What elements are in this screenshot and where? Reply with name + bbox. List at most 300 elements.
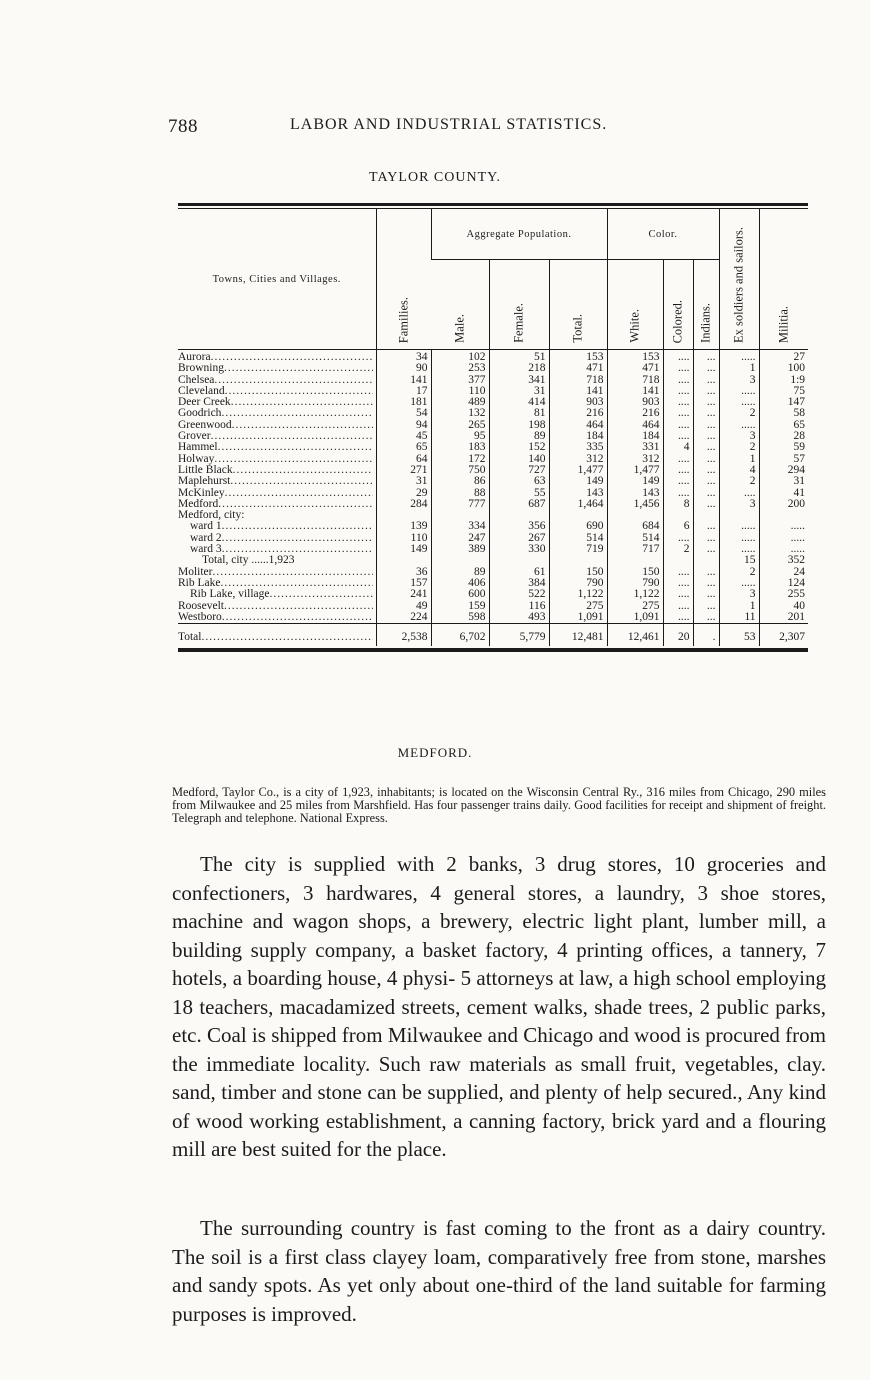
cell-militia: 59 (759, 442, 808, 453)
leader-dots (231, 397, 373, 408)
cell-white (607, 555, 663, 566)
table-row (178, 397, 808, 408)
table-row (178, 510, 808, 521)
cell-male: 489 (431, 397, 489, 408)
row-name-label: ward 3 (190, 544, 222, 556)
cell-white: 143 (607, 488, 663, 499)
running-head: LABOR AND INDUSTRIAL STATISTICS. (290, 116, 608, 133)
cell-families: 284 (376, 499, 431, 510)
cell-total: 1,122 (549, 589, 607, 600)
leader-dots (213, 567, 373, 578)
cell-female: 55 (489, 488, 549, 499)
leader-dots (222, 612, 373, 623)
cell-indians: ... (693, 589, 719, 600)
cell-total: 143 (549, 488, 607, 499)
cell-militia: 27 (759, 350, 808, 364)
cell-ex-soldiers: 11 (719, 612, 759, 624)
table-row (178, 431, 808, 442)
row-name-label: Little Black (178, 464, 233, 476)
cell-female: 687 (489, 499, 549, 510)
cell-militia (759, 510, 808, 521)
cell-indians: ... (693, 465, 719, 476)
cell-militia: 201 (759, 612, 808, 624)
cell-male: 132 (431, 408, 489, 419)
header-families: Families. (376, 209, 431, 350)
cell-colored: .... (663, 408, 693, 419)
cell-male: 406 (431, 578, 489, 589)
cell-ex-soldiers: 3 (719, 499, 759, 510)
intro-paragraph: Medford, Taylor Co., is a city of 1,923, inhabitants; is located on the Wisconsin Central Ry., 316 miles from Chicago, 290 miles from Milwaukee and 25 miles from Marshfield. Has four passenger trains daily. Good facilities for receipt and shipment of freight. Telegraph and telephone. National Express. (172, 785, 826, 825)
cell-indians: ... (693, 601, 719, 612)
cell-militia: 147 (759, 397, 808, 408)
header-aggregate-population: Aggregate Population. (431, 209, 607, 260)
cell-ex-soldiers: 1 (719, 454, 759, 465)
cell-indians: ... (693, 420, 719, 431)
cell-total: 790 (549, 578, 607, 589)
cell-families: 224 (376, 612, 431, 624)
cell-white: 312 (607, 454, 663, 465)
leader-dots (233, 465, 373, 476)
cell-indians: ... (693, 567, 719, 578)
cell-militia: 57 (759, 454, 808, 465)
row-name (178, 420, 376, 431)
cell-colored: .... (663, 488, 693, 499)
leader-dots (224, 363, 373, 374)
cell-indians: ... (693, 533, 719, 544)
leader-dots (211, 431, 373, 442)
row-name-label: Hammel (178, 442, 218, 454)
cell-female: 384 (489, 578, 549, 589)
cell-colored: 4 (663, 442, 693, 453)
cell-white: 903 (607, 397, 663, 408)
cell-families: 54 (376, 408, 431, 419)
cell-total: 141 (549, 386, 607, 397)
cell-ex-soldiers: 4 (719, 465, 759, 476)
cell-families: 49 (376, 601, 431, 612)
table-total-row (178, 624, 808, 647)
table-title: TAYLOR COUNTY. (369, 170, 501, 185)
cell-colored: .... (663, 350, 693, 364)
cell-total: 312 (549, 454, 607, 465)
leader-dots (201, 628, 372, 646)
cell-total: 153 (549, 350, 607, 364)
cell-indians: ... (693, 578, 719, 589)
row-name-label: Greenwood (178, 419, 232, 431)
cell-white: 1,456 (607, 499, 663, 510)
cell-militia: 352 (759, 555, 808, 566)
cell-male: 598 (431, 612, 489, 624)
row-name (178, 397, 376, 408)
cell-total: 514 (549, 533, 607, 544)
row-name-label: Cleveland (178, 385, 225, 397)
table-row (178, 533, 808, 544)
row-name-label: Total, city ......1,923 (202, 555, 295, 567)
cell-total: 12,481 (549, 624, 607, 647)
cell-families (376, 510, 431, 521)
cell-male: 102 (431, 350, 489, 364)
row-name-label: Holway (178, 453, 215, 465)
header-female: Female. (489, 260, 549, 350)
cell-ex-soldiers: 3 (719, 375, 759, 386)
header-militia: Militia. (759, 209, 808, 350)
cell-total: 690 (549, 521, 607, 532)
cell-male: 86 (431, 476, 489, 487)
header-total: Total. (549, 260, 607, 350)
cell-ex-soldiers: 3 (719, 431, 759, 442)
cell-militia: 28 (759, 431, 808, 442)
cell-ex-soldiers: 2 (719, 476, 759, 487)
cell-militia: 1:9 (759, 375, 808, 386)
cell-families: 64 (376, 454, 431, 465)
cell-white: 514 (607, 533, 663, 544)
cell-ex-soldiers: ..... (719, 386, 759, 397)
cell-colored: .... (663, 420, 693, 431)
body-paragraph-1: The city is supplied with 2 banks, 3 drug stores, 10 groceries and confectioners, 3 hardwares, 4 general stores, a laundry, 3 shoe stores, machine and wagon shops, a brewery, electric light plant, lumber mill, a building supply company, a basket factory, 4 printing offices, a tannery, 7 hotels, a boarding house, 4 physi- 5 attorneys at law, a high school employing 18 teachers, macadamized streets, cement walks, shade trees, 2 public parks, etc. Coal is shipped from Milwaukee and Chicago and wood is procured from the immediate locality. Such raw materials as small fruit, vegetables, clay. sand, timber and stone can be supplied, and plenty of help secured., Any kind of wood working establishment, a canning factory, brick yard and a flouring mill are best suited for the place. (172, 852, 826, 1161)
cell-colored: .... (663, 476, 693, 487)
cell-total (549, 555, 607, 566)
cell-male (431, 510, 489, 521)
table-row (178, 601, 808, 612)
cell-white: 718 (607, 375, 663, 386)
cell-male: 89 (431, 567, 489, 578)
cell-indians: ... (693, 499, 719, 510)
cell-ex-soldiers: ..... (719, 578, 759, 589)
leader-dots (211, 352, 373, 363)
leader-dots (214, 375, 372, 386)
cell-total: 471 (549, 363, 607, 374)
leader-dots (224, 601, 373, 612)
cell-indians: ... (693, 454, 719, 465)
table-row (178, 544, 808, 555)
cell-male: 265 (431, 420, 489, 431)
cell-ex-soldiers: 53 (719, 624, 759, 647)
cell-ex-soldiers: ..... (719, 521, 759, 532)
row-name (178, 567, 376, 578)
row-name-label: Moliter (178, 566, 213, 578)
leader-dots (218, 442, 373, 453)
cell-male: 88 (431, 488, 489, 499)
cell-ex-soldiers: 2 (719, 442, 759, 453)
cell-indians: ... (693, 442, 719, 453)
cell-indians: ... (693, 363, 719, 374)
cell-ex-soldiers: ..... (719, 533, 759, 544)
cell-female: 63 (489, 476, 549, 487)
row-name-label: Browning (178, 363, 224, 375)
cell-white: 149 (607, 476, 663, 487)
table-row (178, 375, 808, 386)
cell-colored: .... (663, 465, 693, 476)
row-name-label: Grover (178, 431, 211, 443)
cell-families: 29 (376, 488, 431, 499)
row-name (178, 544, 376, 555)
table-row (178, 454, 808, 465)
cell-colored: .... (663, 567, 693, 578)
table-bottom-rule (178, 649, 808, 652)
cell-indians: ... (693, 544, 719, 555)
row-name (178, 601, 376, 612)
table-row (178, 420, 808, 431)
cell-female: 522 (489, 589, 549, 600)
cell-female: 89 (489, 431, 549, 442)
cell-militia: 41 (759, 488, 808, 499)
section-heading: MEDFORD. (397, 745, 473, 760)
table-row (178, 578, 808, 589)
cell-colored: .... (663, 386, 693, 397)
cell-colored: .... (663, 397, 693, 408)
cell-colored: .... (663, 601, 693, 612)
leader-dots (225, 488, 373, 499)
cell-white: 790 (607, 578, 663, 589)
cell-families: 141 (376, 375, 431, 386)
cell-male: 750 (431, 465, 489, 476)
table-row (178, 363, 808, 374)
leader-dots (230, 476, 372, 487)
cell-families: 2,538 (376, 624, 431, 647)
header-colored: Colored. (663, 260, 693, 350)
cell-male: 247 (431, 533, 489, 544)
cell-total: 464 (549, 420, 607, 431)
statistics-table (178, 203, 808, 652)
cell-male: 389 (431, 544, 489, 555)
cell-total: 184 (549, 431, 607, 442)
row-name (178, 521, 376, 532)
table-row (178, 555, 808, 566)
cell-male: 159 (431, 601, 489, 612)
cell-female: 5,779 (489, 624, 549, 647)
cell-white: 464 (607, 420, 663, 431)
cell-male: 183 (431, 442, 489, 453)
cell-female: 330 (489, 544, 549, 555)
cell-indians: ... (693, 431, 719, 442)
cell-indians: ... (693, 375, 719, 386)
cell-total: 150 (549, 567, 607, 578)
table-row (178, 442, 808, 453)
cell-white: 1,091 (607, 612, 663, 624)
cell-ex-soldiers: ..... (719, 420, 759, 431)
cell-white: 141 (607, 386, 663, 397)
cell-female: 152 (489, 442, 549, 453)
cell-total: 335 (549, 442, 607, 453)
cell-militia: 294 (759, 465, 808, 476)
cell-colored: 6 (663, 521, 693, 532)
cell-colored: .... (663, 363, 693, 374)
cell-female: 198 (489, 420, 549, 431)
cell-female: 61 (489, 567, 549, 578)
cell-indians: ... (693, 521, 719, 532)
table-row (178, 465, 808, 476)
row-name (178, 408, 376, 419)
cell-colored: .... (663, 612, 693, 624)
leader-dots (221, 408, 372, 419)
table-row (178, 350, 808, 364)
row-name (178, 375, 376, 386)
cell-militia: 31 (759, 476, 808, 487)
cell-families: 271 (376, 465, 431, 476)
cell-ex-soldiers (719, 510, 759, 521)
cell-families: 65 (376, 442, 431, 453)
row-name-label: Chelsea (178, 374, 215, 386)
cell-families: 110 (376, 533, 431, 544)
row-name-label: Deer Creek (178, 397, 231, 409)
cell-total: 149 (549, 476, 607, 487)
cell-indians: ... (693, 476, 719, 487)
row-name (178, 476, 376, 487)
row-name-label: Rib Lake (178, 577, 221, 589)
cell-female: 51 (489, 350, 549, 364)
cell-ex-soldiers: 3 (719, 589, 759, 600)
cell-colored: .... (663, 533, 693, 544)
row-name (178, 510, 376, 521)
row-name (178, 499, 376, 510)
cell-male: 777 (431, 499, 489, 510)
table-top-rule (178, 203, 808, 206)
cell-indians: ... (693, 488, 719, 499)
cell-colored: .... (663, 375, 693, 386)
row-name (178, 465, 376, 476)
cell-female: 267 (489, 533, 549, 544)
header-male: Male. (452, 314, 467, 343)
row-name-label: Roosevelt (178, 600, 224, 612)
cell-militia: 100 (759, 363, 808, 374)
cell-white: 717 (607, 544, 663, 555)
cell-total: 719 (549, 544, 607, 555)
table-row (178, 612, 808, 624)
cell-female: 493 (489, 612, 549, 624)
row-name (178, 442, 376, 453)
table-row (178, 488, 808, 499)
row-name (178, 589, 376, 600)
cell-male: 253 (431, 363, 489, 374)
cell-indians: ... (693, 397, 719, 408)
cell-male: 172 (431, 454, 489, 465)
table-body (178, 350, 808, 647)
header-color: Color. (607, 209, 719, 260)
row-name (178, 612, 376, 624)
cell-militia: 40 (759, 601, 808, 612)
cell-female: 341 (489, 375, 549, 386)
row-name (178, 350, 376, 364)
cell-female: 218 (489, 363, 549, 374)
cell-ex-soldiers: ..... (719, 397, 759, 408)
cell-ex-soldiers: 1 (719, 601, 759, 612)
cell-families: 45 (376, 431, 431, 442)
cell-male: 600 (431, 589, 489, 600)
cell-families: 90 (376, 363, 431, 374)
leader-dots (270, 589, 373, 600)
cell-female: 81 (489, 408, 549, 419)
row-name (178, 431, 376, 442)
row-name-label: McKinley (178, 487, 225, 499)
cell-female (489, 510, 549, 521)
cell-ex-soldiers: ..... (719, 544, 759, 555)
cell-militia: 65 (759, 420, 808, 431)
cell-indians: ... (693, 612, 719, 624)
row-name-label: Medford (178, 498, 219, 510)
cell-ex-soldiers: .... (719, 488, 759, 499)
cell-militia: ..... (759, 521, 808, 532)
cell-militia: 24 (759, 567, 808, 578)
row-name (178, 454, 376, 465)
cell-white: 471 (607, 363, 663, 374)
cell-white: 12,461 (607, 624, 663, 647)
leader-dots (214, 454, 372, 465)
cell-militia: 58 (759, 408, 808, 419)
page-number: 788 (168, 116, 198, 137)
table-row (178, 408, 808, 419)
cell-colored: 8 (663, 499, 693, 510)
cell-male: 110 (431, 386, 489, 397)
cell-white: 275 (607, 601, 663, 612)
row-name (178, 488, 376, 499)
leader-dots (220, 578, 372, 589)
table-row (178, 521, 808, 532)
leader-dots (222, 521, 373, 532)
cell-male: 6,702 (431, 624, 489, 647)
cell-families: 34 (376, 350, 431, 364)
cell-families: 17 (376, 386, 431, 397)
cell-total: 1,091 (549, 612, 607, 624)
leader-dots (222, 533, 373, 544)
leader-dots (225, 386, 373, 397)
body-paragraph-2: The surrounding country is fast coming to the front as a dairy country. The soil is a first class clayey loam, comparatively free from stone, marshes and sandy spots. As yet only about one-third of the land suitable for farming purposes is improved. (172, 1216, 826, 1326)
row-name-label: Goodrich (178, 408, 222, 420)
cell-indians: ... (693, 408, 719, 419)
header-towns: Towns, Cities and Villages. (212, 273, 341, 285)
leader-dots (218, 499, 372, 510)
cell-white: 684 (607, 521, 663, 532)
cell-families: 36 (376, 567, 431, 578)
cell-female: 116 (489, 601, 549, 612)
cell-total: 275 (549, 601, 607, 612)
cell-white: 1,477 (607, 465, 663, 476)
cell-ex-soldiers: 2 (719, 567, 759, 578)
cell-families: 94 (376, 420, 431, 431)
row-name (178, 533, 376, 544)
row-name-label: Maplehurst (178, 476, 231, 488)
table-row (178, 386, 808, 397)
cell-female: 727 (489, 465, 549, 476)
header-white: White. (607, 260, 663, 350)
cell-families: 241 (376, 589, 431, 600)
cell-male: 334 (431, 521, 489, 532)
row-name (178, 386, 376, 397)
row-name-label: Rib Lake, village (190, 589, 270, 601)
cell-families: 149 (376, 544, 431, 555)
header-indians: Indians. (693, 260, 719, 350)
cell-female (489, 555, 549, 566)
row-name-label: Westboro (178, 611, 222, 623)
cell-indians: ... (693, 350, 719, 364)
cell-militia: 255 (759, 589, 808, 600)
cell-militia: ..... (759, 533, 808, 544)
cell-female: 414 (489, 397, 549, 408)
cell-male: 95 (431, 431, 489, 442)
cell-militia: 75 (759, 386, 808, 397)
row-name (178, 363, 376, 374)
cell-colored (663, 555, 693, 566)
cell-female: 356 (489, 521, 549, 532)
table-row (178, 567, 808, 578)
cell-male: 377 (431, 375, 489, 386)
cell-male (431, 555, 489, 566)
cell-colored (663, 510, 693, 521)
cell-ex-soldiers: 1 (719, 363, 759, 374)
header-ex-soldiers: Ex soldiers and sailors. (719, 209, 759, 350)
cell-total: 903 (549, 397, 607, 408)
cell-militia: 200 (759, 499, 808, 510)
table-row (178, 476, 808, 487)
cell-families: 139 (376, 521, 431, 532)
